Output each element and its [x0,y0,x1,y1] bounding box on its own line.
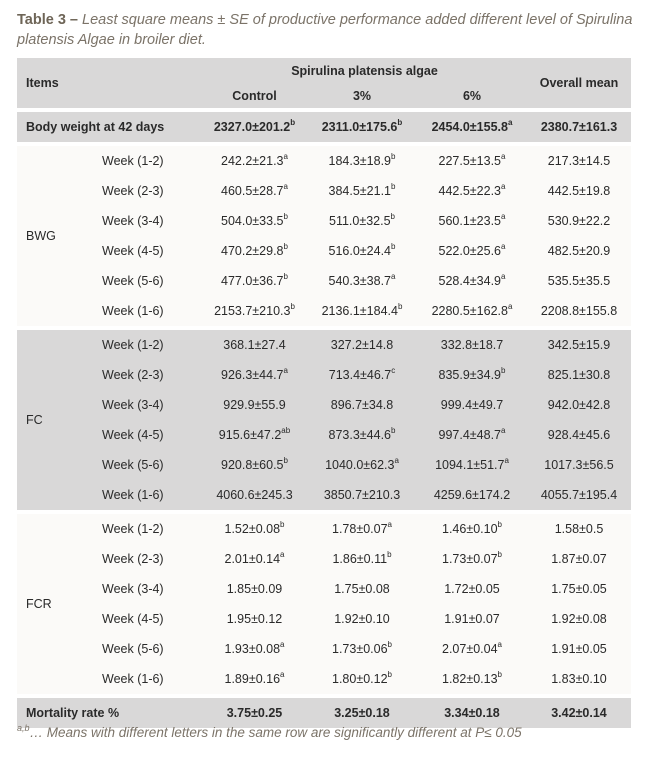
header-6pct: 6% [417,84,527,110]
week-label: Week (2-3) [97,176,202,206]
week-label: Week (4-5) [97,420,202,450]
table-cell: 4259.6±174.2 [417,480,527,512]
table-cell: 1094.1±51.7$^a$ [417,450,527,480]
table-cell: 1.58±0.5 [527,512,631,544]
table-cell: 926.3±44.7$^a$ [202,360,307,390]
table-cell: 1.73±0.07$^b$ [417,544,527,574]
table-cell: 184.3±18.9$^b$ [307,144,417,176]
table-cell: 227.5±13.5$^a$ [417,144,527,176]
body-weight-label: Body weight at 42 days [17,110,202,144]
table-row [17,450,631,480]
table-cell: 511.0±32.5$^b$ [307,206,417,236]
table-cell: 713.4±46.7$^c$ [307,360,417,390]
table-cell: 1.95±0.12 [202,604,307,634]
table-cell: 1.85±0.09 [202,574,307,604]
table-cell: 384.5±21.1$^b$ [307,176,417,206]
body-weight-row [17,110,631,144]
table-cell: 1.82±0.13$^b$ [417,664,527,696]
table-cell: 896.7±34.8 [307,390,417,420]
group-label: BWG [17,144,97,328]
week-label: Week (3-4) [97,206,202,236]
group-label: FC [17,328,97,512]
header-items: Items [17,58,202,110]
table-cell: 217.3±14.5 [527,144,631,176]
week-label: Week (2-3) [97,544,202,574]
table-cell: 442.5±19.8 [527,176,631,206]
table-row [17,206,631,236]
table-label: Table 3 – [17,12,78,28]
table-row [17,360,631,390]
week-label: Week (1-6) [97,664,202,696]
table-cell: 2153.7±210.3$^b$ [202,296,307,328]
table-cell: 522.0±25.6$^a$ [417,236,527,266]
table-cell: 2327.0±201.2$^b$ [202,110,307,144]
header-group: Spirulina platensis algae [202,58,527,84]
table-cell: 1.86±0.11$^b$ [307,544,417,574]
table-footnote [17,722,522,740]
table-cell: 2380.7±161.3 [527,110,631,144]
table-cell: 1.75±0.08 [307,574,417,604]
table-row [17,266,631,296]
week-label: Week (4-5) [97,604,202,634]
table-cell: 2.01±0.14$^a$ [202,544,307,574]
week-label: Week (2-3) [97,360,202,390]
table-cell: 3850.7±210.3 [307,480,417,512]
week-label: Week (3-4) [97,390,202,420]
header-overall: Overall mean [527,58,631,110]
table-cell: 920.8±60.5$^b$ [202,450,307,480]
table-cell: 999.4±49.7 [417,390,527,420]
header-3pct: 3% [307,84,417,110]
table-cell: 1.89±0.16$^a$ [202,664,307,696]
table-row [17,544,631,574]
week-label: Week (5-6) [97,266,202,296]
table-cell: 482.5±20.9 [527,236,631,266]
table-cell: 1.52±0.08$^b$ [202,512,307,544]
table-caption [17,10,637,50]
table-cell: 4055.7±195.4 [527,480,631,512]
table-cell: 332.8±18.7 [417,328,527,360]
table-row [17,420,631,450]
table-cell: 504.0±33.5$^b$ [202,206,307,236]
table-cell: 2.07±0.04$^a$ [417,634,527,664]
mortality-row [17,696,631,728]
table-cell: 2454.0±155.8$^a$ [417,110,527,144]
table-cell: 342.5±15.9 [527,328,631,360]
week-label: Week (4-5) [97,236,202,266]
footnote-superscript: a,b [17,722,30,733]
table-cell: 327.2±14.8 [307,328,417,360]
table-cell: 4060.6±245.3 [202,480,307,512]
table-cell: 3.34±0.18 [417,696,527,728]
table-cell: 835.9±34.9$^b$ [417,360,527,390]
table-cell: 1.87±0.07 [527,544,631,574]
table-cell: 1.83±0.10 [527,664,631,696]
header-control: Control [202,84,307,110]
table-cell: 530.9±22.2 [527,206,631,236]
table-cell: 460.5±28.7$^a$ [202,176,307,206]
table-cell: 873.3±44.6$^b$ [307,420,417,450]
table-cell: 1017.3±56.5 [527,450,631,480]
table-cell: 528.4±34.9$^a$ [417,266,527,296]
table-cell: 1.91±0.05 [527,634,631,664]
table-cell: 928.4±45.6 [527,420,631,450]
week-label: Week (1-2) [97,328,202,360]
table-cell: 516.0±24.4$^b$ [307,236,417,266]
table-cell: 1.73±0.06$^b$ [307,634,417,664]
table-row [17,664,631,696]
table-cell: 1040.0±62.3$^a$ [307,450,417,480]
table-cell: 1.78±0.07$^a$ [307,512,417,544]
table-cell: 929.9±55.9 [202,390,307,420]
table-cell: 915.6±47.2$^{ab}$ [202,420,307,450]
week-label: Week (5-6) [97,450,202,480]
table-cell: 1.46±0.10$^b$ [417,512,527,544]
mortality-label: Mortality rate % [17,696,202,728]
table-cell: 2280.5±162.8$^a$ [417,296,527,328]
table-cell: 1.91±0.07 [417,604,527,634]
table-cell: 1.93±0.08$^a$ [202,634,307,664]
week-label: Week (1-6) [97,480,202,512]
table-row [17,144,631,176]
table-cell: 470.2±29.8$^b$ [202,236,307,266]
table-cell: 442.5±22.3$^a$ [417,176,527,206]
group-label: FCR [17,512,97,696]
table-cell: 1.75±0.05 [527,574,631,604]
table-row [17,604,631,634]
footnote-text: … Means with different letters in the same row are significantly different at P≤ 0.05 [29,725,522,740]
table-cell: 368.1±27.4 [202,328,307,360]
week-label: Week (5-6) [97,634,202,664]
table-cell: 2136.1±184.4$^b$ [307,296,417,328]
table-cell: 3.75±0.25 [202,696,307,728]
table-cell: 2208.8±155.8 [527,296,631,328]
table-cell: 540.3±38.7$^a$ [307,266,417,296]
table-cell: 242.2±21.3$^a$ [202,144,307,176]
table-row [17,634,631,664]
table-row [17,512,631,544]
table-cell: 997.4±48.7$^a$ [417,420,527,450]
table-row [17,574,631,604]
performance-table [17,58,631,728]
table-cell: 2311.0±175.6$^b$ [307,110,417,144]
table-row [17,176,631,206]
table-cell: 3.42±0.14 [527,696,631,728]
week-label: Week (3-4) [97,574,202,604]
header-row-1 [17,58,631,84]
table-cell: 1.92±0.10 [307,604,417,634]
table-cell: 3.25±0.18 [307,696,417,728]
table-cell: 942.0±42.8 [527,390,631,420]
table-cell: 1.72±0.05 [417,574,527,604]
table-cell: 477.0±36.7$^b$ [202,266,307,296]
table-row [17,328,631,360]
week-label: Week (1-6) [97,296,202,328]
table-cell: 560.1±23.5$^a$ [417,206,527,236]
table-row [17,480,631,512]
table-row [17,236,631,266]
week-label: Week (1-2) [97,144,202,176]
table-cell: 825.1±30.8 [527,360,631,390]
table-cell: 1.80±0.12$^b$ [307,664,417,696]
table-cell: 535.5±35.5 [527,266,631,296]
week-label: Week (1-2) [97,512,202,544]
table-cell: 1.92±0.08 [527,604,631,634]
table-row [17,296,631,328]
table-row [17,390,631,420]
table-caption-text: Least square means ± SE of productive performance added different level of Spirulina platensis Algae in broiler diet. [17,12,633,48]
